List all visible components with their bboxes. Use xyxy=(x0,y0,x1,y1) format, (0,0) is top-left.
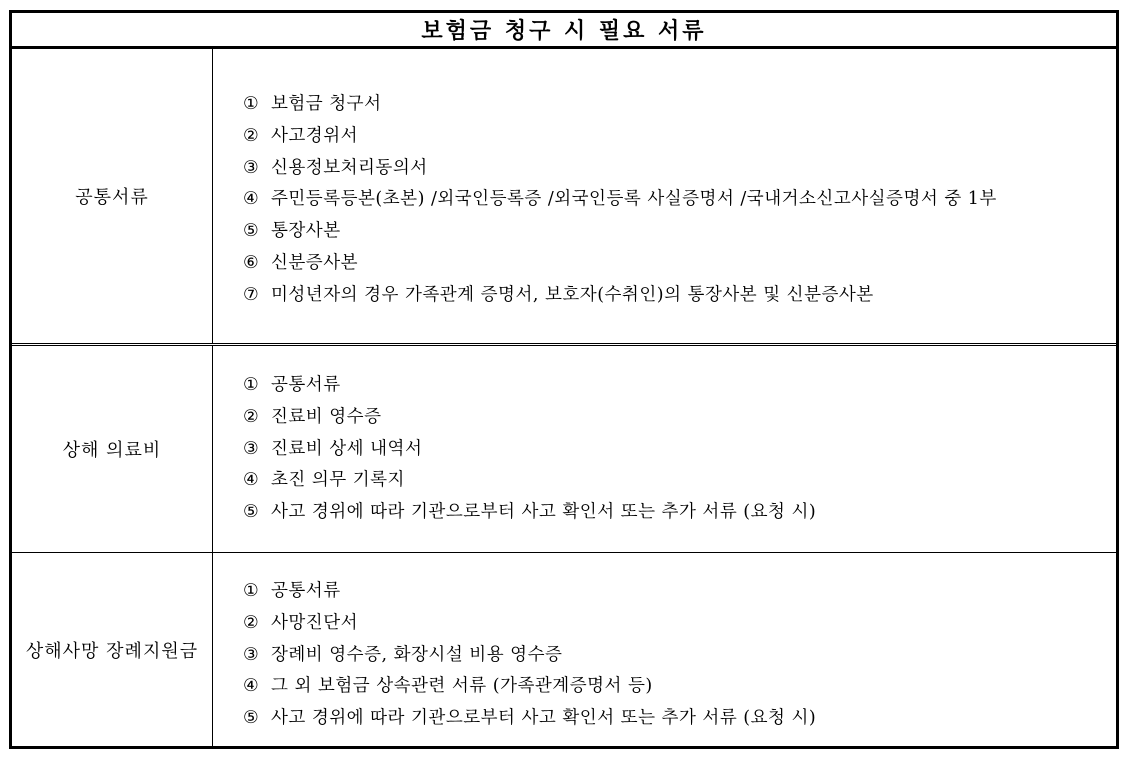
list-item xyxy=(243,576,1116,608)
item-text: 미성년자의 경우 가족관계 증명서, 보호자(수취인)의 통장사본 및 신분증사본 xyxy=(271,284,874,305)
item-number: ④ xyxy=(243,189,260,210)
item-text: 진료비 상세 내역서 xyxy=(271,438,423,459)
item-number: ③ xyxy=(243,644,260,665)
document-list xyxy=(243,370,1116,529)
section-items xyxy=(213,49,1116,343)
item-text: 주민등록등본(초본) /외국인등록증 /외국인등록 사실증명서 /국내거소신고사실증명서 중 1부 xyxy=(271,189,997,210)
item-number: ③ xyxy=(243,157,260,178)
item-number: ① xyxy=(243,375,260,395)
item-text: 진료비 영수증 xyxy=(271,406,382,427)
table-title: 보험금 청구 시 필요 서류 xyxy=(12,13,1116,49)
item-text: 신용정보처리동의서 xyxy=(271,157,428,178)
list-item xyxy=(243,402,1116,434)
item-number: ① xyxy=(243,94,260,114)
document-list xyxy=(243,89,1116,312)
item-text: 공통서류 xyxy=(271,375,341,395)
section-items xyxy=(213,553,1116,746)
item-text: 사고경위서 xyxy=(271,125,359,146)
section-injury-medical-expenses xyxy=(12,346,1116,553)
list-item xyxy=(243,465,1116,497)
item-text: 사고 경위에 따라 기관으로부터 사고 확인서 또는 추가 서류 (요청 시) xyxy=(271,708,817,729)
item-text: 신분증사본 xyxy=(271,252,359,273)
list-item xyxy=(243,184,1116,216)
item-number: ② xyxy=(243,612,260,633)
list-item xyxy=(243,703,1116,735)
documents-table xyxy=(9,10,1119,749)
item-number: ⑥ xyxy=(243,252,260,273)
list-item xyxy=(243,121,1116,153)
item-number: ⑤ xyxy=(243,502,260,523)
item-text: 공통서류 xyxy=(271,581,341,601)
item-number: ② xyxy=(243,125,260,146)
item-text: 초진 의무 기록지 xyxy=(271,470,405,491)
item-text: 그 외 보험금 상속관련 서류 (가족관계증명서 등) xyxy=(271,676,653,697)
section-death-funeral-support xyxy=(12,553,1116,746)
list-item xyxy=(243,370,1116,402)
list-item xyxy=(243,89,1116,121)
list-item xyxy=(243,153,1116,185)
item-text: 사망진단서 xyxy=(271,612,359,633)
list-item xyxy=(243,671,1116,703)
item-text: 사고 경위에 따라 기관으로부터 사고 확인서 또는 추가 서류 (요청 시) xyxy=(271,502,817,523)
item-text: 보험금 청구서 xyxy=(271,94,382,114)
item-text: 장례비 영수증, 화장시설 비용 영수증 xyxy=(271,644,563,665)
item-number: ⑦ xyxy=(243,284,260,305)
section-label: 상해 의료비 xyxy=(12,346,213,552)
list-item xyxy=(243,497,1116,529)
document-list xyxy=(243,576,1116,735)
item-number: ⑤ xyxy=(243,708,260,729)
item-number: ③ xyxy=(243,438,260,459)
list-item xyxy=(243,280,1116,312)
item-number: ④ xyxy=(243,676,260,697)
list-item xyxy=(243,216,1116,248)
list-item xyxy=(243,434,1116,466)
section-label: 공통서류 xyxy=(12,49,213,343)
list-item xyxy=(243,640,1116,672)
list-item xyxy=(243,608,1116,640)
list-item xyxy=(243,248,1116,280)
section-label: 상해사망 장례지원금 xyxy=(12,553,213,746)
section-common-documents xyxy=(12,49,1116,346)
item-number: ① xyxy=(243,581,260,601)
section-items xyxy=(213,346,1116,552)
item-number: ⑤ xyxy=(243,221,260,242)
item-number: ② xyxy=(243,406,260,427)
item-number: ④ xyxy=(243,470,260,491)
item-text: 통장사본 xyxy=(271,221,341,242)
